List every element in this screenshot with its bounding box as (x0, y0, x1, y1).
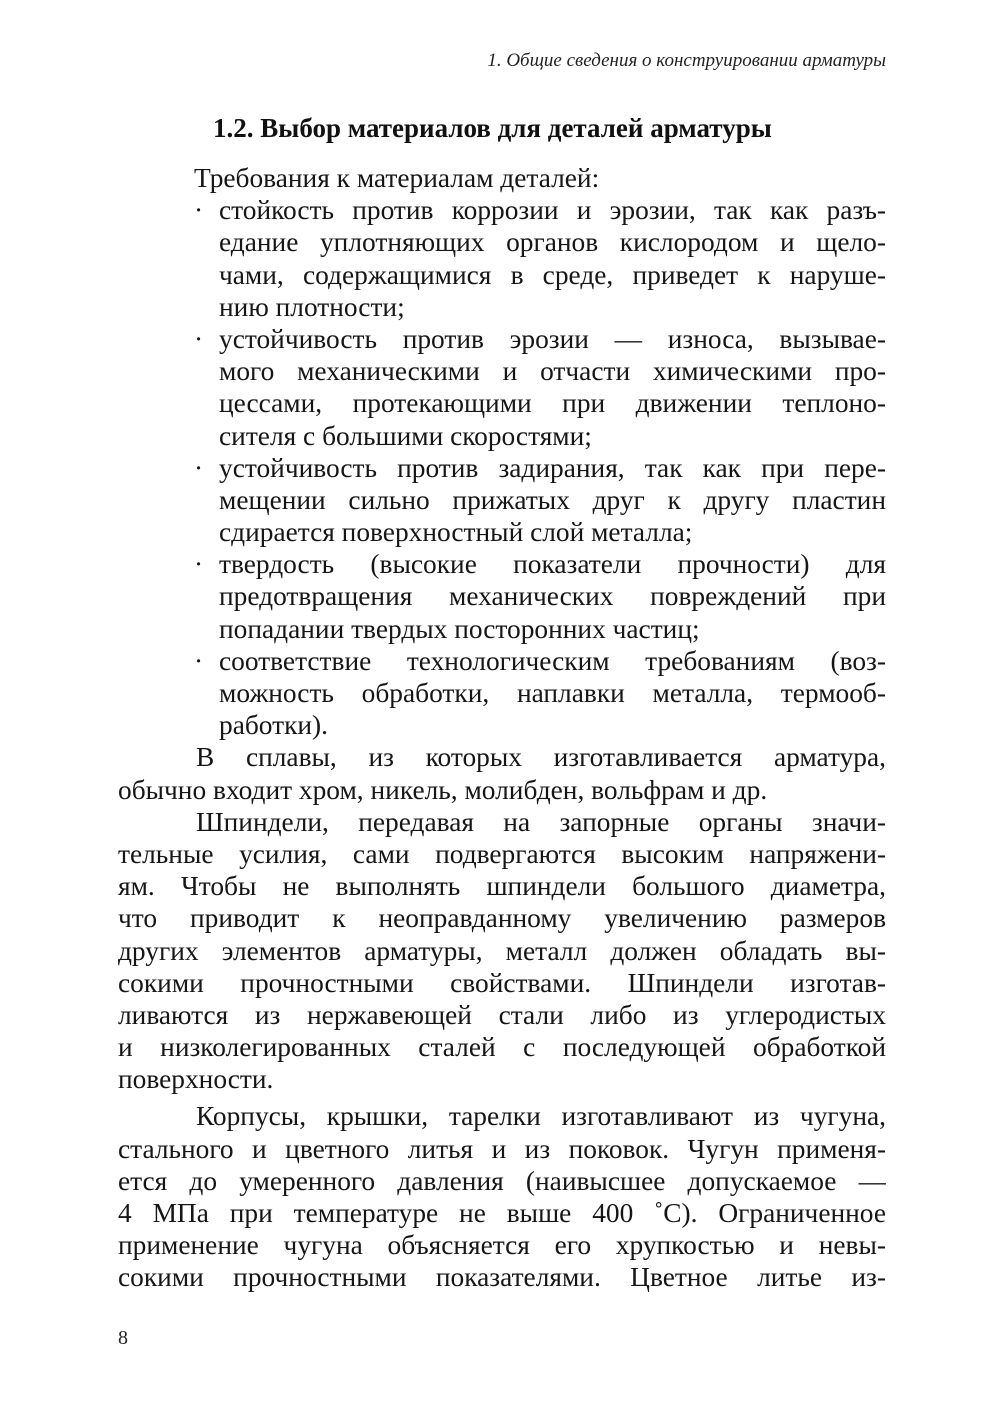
paragraph-line: сокими прочностными свойствами. Шпиндели изготав- (118, 967, 886, 998)
paragraph-line: 4 МПа при температуре не выше 400 ˚С). Ограниченное (118, 1198, 886, 1228)
paragraph-line: сокими прочностными показателями. Цветное литье из- (118, 1262, 886, 1293)
bullet-line: соответствие технологическим требованиям (воз- (219, 645, 886, 676)
paragraph-line: ям. Чтобы не выполнять шпиндели большого диаметра, (118, 871, 886, 902)
bullet-line: стойкость против коррозии и эрозии, так как разъ- (219, 195, 886, 226)
bullet-item (118, 645, 886, 677)
bullet-line: чами, содержащимися в среде, приведет к наруше- (219, 259, 886, 290)
bullet-line: мого механическими и отчасти химическими про- (219, 356, 886, 387)
paragraph-line: обычно входит хром, никель, молибден, вольфрам и др. (118, 774, 768, 805)
bullet-line: едание уплотняющих органов кислородом и щело- (219, 227, 886, 258)
bullet-mark: · (194, 195, 204, 226)
paragraph-line: других элементов арматуры, металл должен обладать вы- (118, 935, 886, 966)
bullet-line: нию плотности; (219, 291, 405, 322)
bullet-mark: · (194, 645, 204, 676)
bullet-line: устойчивость против задирания, так как при пере- (219, 452, 886, 483)
bullet-line: мещении сильно прижатых друг к другу пластин (219, 484, 886, 515)
bullet-line: сителя с большими скоростями; (219, 420, 592, 451)
bullet-line: твердость (высокие показатели прочности) для (219, 549, 886, 580)
bullet-mark: · (194, 323, 204, 354)
paragraph-line: Корпусы, крышки, тарелки изготавливают из чугуна, (196, 1101, 886, 1132)
bullet-mark: · (194, 549, 204, 580)
bullet-line: цессами, протекающими при движении теплоно- (219, 388, 886, 419)
bullet-line: предотвращения механических повреждений при (219, 581, 886, 612)
paragraph-line: и низколегированных сталей с последующей обработкой (118, 1032, 886, 1063)
bullet-line: сдирается поверхностный слой металла; (219, 517, 693, 548)
bullet-line: работки). (219, 710, 329, 741)
paragraph-line: тельные усилия, сами подвергаются высоким напряжени- (118, 838, 886, 869)
bullet-line: попадании твердых посторонних частиц; (219, 613, 700, 644)
paragraph-line: Шпиндели, передавая на запорные органы значи- (196, 806, 886, 837)
bullet-mark: · (194, 452, 204, 483)
bullet-item (118, 194, 886, 226)
intro-line: Требования к материалам деталей: (194, 163, 600, 193)
bullet-item (118, 323, 886, 355)
bullet-item (118, 548, 886, 580)
section-title: 1.2. Выбор материалов для деталей арматуры (213, 113, 772, 143)
paragraph-line: ется до умеренного давления (наивысшее допускаемое — (118, 1165, 886, 1196)
page-number: 8 (118, 1327, 128, 1349)
paragraph-line: поверхности. (118, 1064, 274, 1095)
paragraph-line: что приводит к неоправданному увеличению размеров (118, 903, 886, 934)
running-header: 1. Общие сведения о конструировании арматуры (487, 50, 886, 71)
bullet-line: можность обработки, наплавки металла, термооб- (219, 678, 886, 708)
paragraph-line: стального и цветного литья и из поковок. Чугун применя- (118, 1133, 886, 1164)
paragraph-line: применение чугуна объясняется его хрупкостью и невы- (118, 1230, 886, 1261)
paragraph-line: ливаются из нержавеющей стали либо из углеродистых (118, 999, 886, 1030)
bullet-item (118, 452, 886, 484)
bullet-line: устойчивость против эрозии — износа, вызывае- (219, 323, 886, 354)
paragraph-line: В сплавы, из которых изготавливается арматура, (196, 742, 886, 773)
body-text (118, 162, 886, 1294)
